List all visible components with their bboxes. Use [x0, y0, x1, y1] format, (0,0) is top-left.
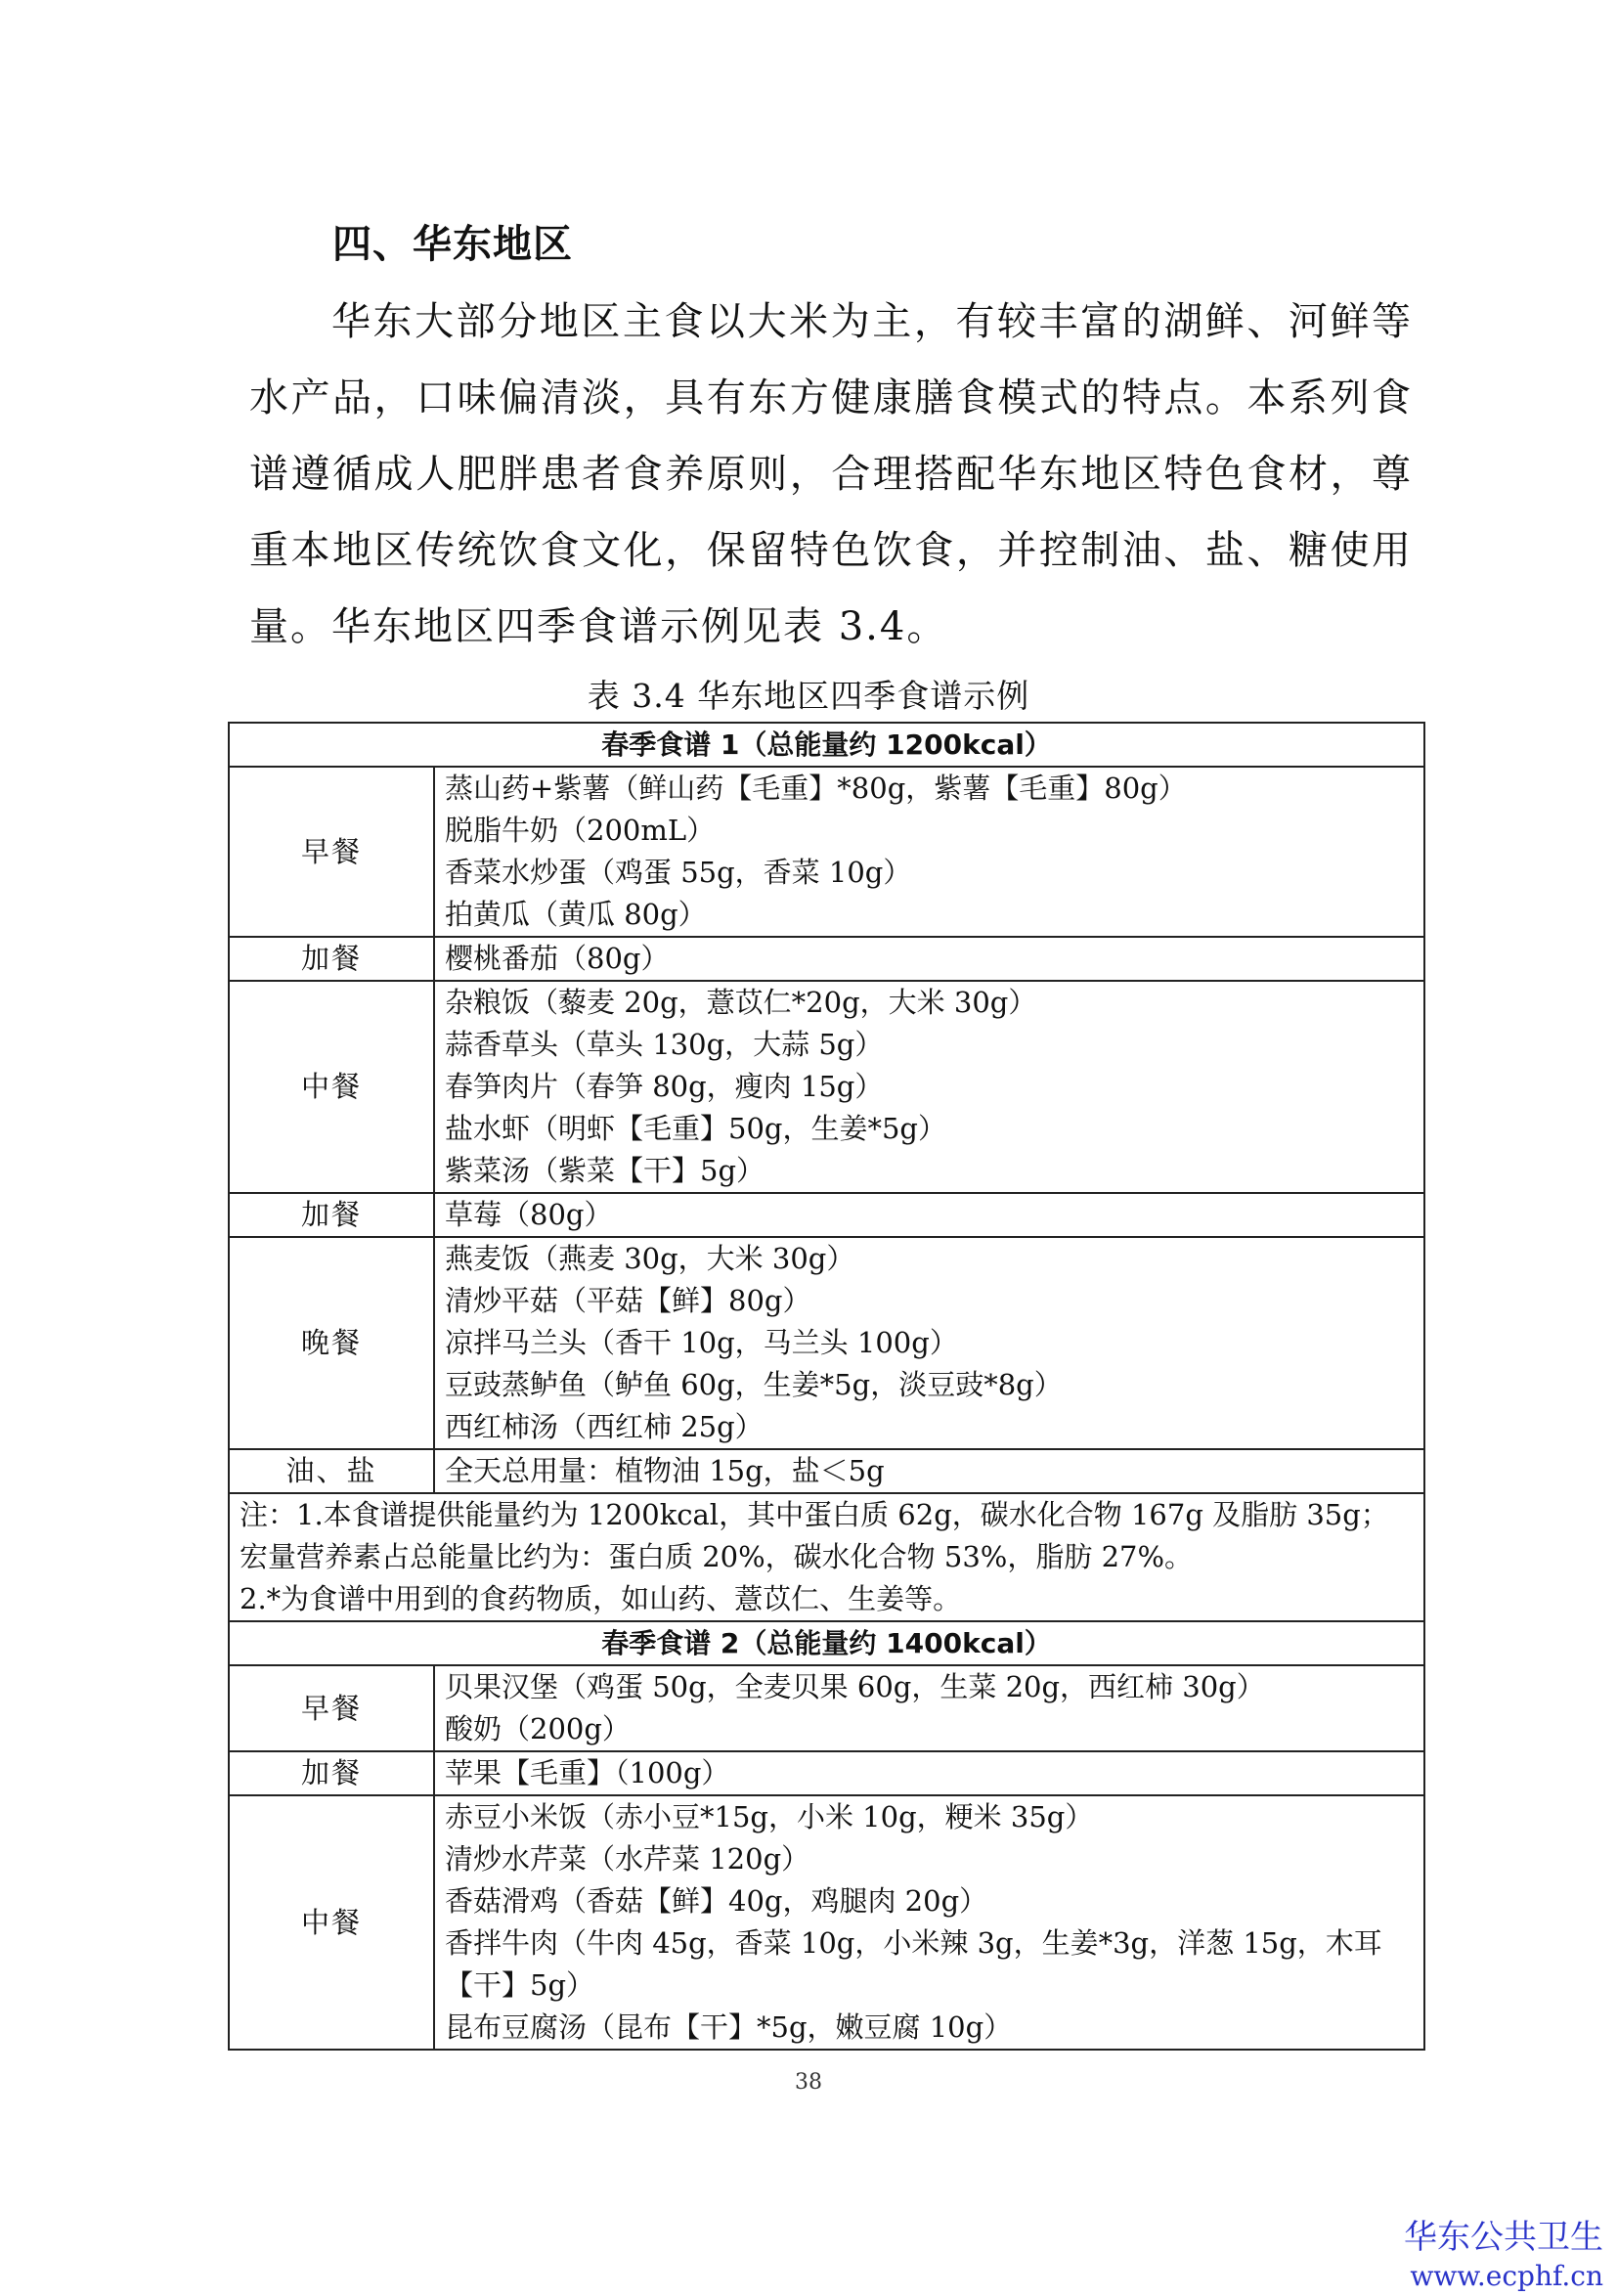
meal-label: 中餐 [229, 1795, 434, 2050]
meal-label: 中餐 [229, 981, 434, 1193]
watermark-url: www.ecphf.cn [1410, 2260, 1603, 2292]
note-row [229, 1493, 1424, 1621]
dish-item: 樱桃番茄（80g） [445, 942, 670, 975]
meal-label: 油、盐 [229, 1449, 434, 1493]
note-line: 注：1.本食谱提供能量约为 1200kcal，其中蛋白质 62g，碳水化合物 167g 及脂肪 35g；宏量营养素占总能量比约为：蛋白质 20%，碳水化合物 53%，脂肪 27%。 [240, 1498, 1389, 1573]
note-line: 2.*为食谱中用到的食药物质，如山药、薏苡仁、生姜等。 [240, 1582, 962, 1615]
meal-label: 早餐 [229, 1665, 434, 1751]
dish-item: 豆豉蒸鲈鱼（鲈鱼 60g，生姜*5g，淡豆豉*8g） [445, 1368, 1063, 1401]
dish-list [434, 1193, 1424, 1237]
dish-item: 清炒平菇（平菇【鲜】80g） [445, 1284, 811, 1317]
dish-list [434, 1449, 1424, 1493]
dish-list [434, 1751, 1424, 1795]
recipe-note [229, 1493, 1424, 1621]
dish-item: 拍黄瓜（黄瓜 80g） [445, 898, 707, 931]
meal-label: 加餐 [229, 1193, 434, 1237]
dish-item: 香菜水炒蛋（鸡蛋 55g，香菜 10g） [445, 856, 912, 889]
meal-label: 早餐 [229, 767, 434, 937]
dish-list [434, 1237, 1424, 1449]
meal-row-breakfast [229, 1665, 1424, 1751]
meal-row-lunch [229, 981, 1424, 1193]
dish-item: 蒸山药+紫薯（鲜山药【毛重】*80g，紫薯【毛重】80g） [445, 772, 1187, 805]
dish-item: 酸奶（200g） [445, 1712, 631, 1745]
dish-item: 凉拌马兰头（香干 10g，马兰头 100g） [445, 1326, 958, 1359]
dish-item: 香拌牛肉（牛肉 45g，香菜 10g，小米辣 3g，生姜*3g，洋葱 15g，木耳【干】5g） [445, 1926, 1382, 2002]
dish-list [434, 1795, 1424, 2050]
dish-item: 草莓（80g） [445, 1198, 613, 1231]
dish-item: 香菇滑鸡（香菇【鲜】40g，鸡腿肉 20g） [445, 1884, 988, 1918]
dish-item: 脱脂牛奶（200mL） [445, 814, 716, 847]
dish-item: 全天总用量：植物油 15g，盐＜5g [445, 1454, 885, 1487]
meal-label: 加餐 [229, 937, 434, 981]
dish-list [434, 767, 1424, 937]
meal-row-snack [229, 1751, 1424, 1795]
intro-paragraph: 华东大部分地区主食以大米为主，有较丰富的湖鲜、河鲜等水产品，口味偏清淡，具有东方健康膳食模式的特点。本系列食谱遵循成人肥胖患者食养原则，合理搭配华东地区特色食材，尊重本地区传统饮食文化，保留特色饮食，并控制油、盐、糖使用量。华东地区四季食谱示例见表 3.4。 [249, 299, 1413, 649]
recipe-title: 春季食谱 1（总能量约 1200kcal） [229, 723, 1424, 767]
seasonal-menu-table [228, 722, 1425, 2051]
dish-item: 盐水虾（明虾【毛重】50g，生姜*5g） [445, 1112, 946, 1145]
dish-item: 赤豆小米饭（赤小豆*15g，小米 10g，粳米 35g） [445, 1800, 1094, 1833]
dish-item: 燕麦饭（燕麦 30g，大米 30g） [445, 1242, 855, 1275]
page-number: 38 [795, 2070, 822, 2095]
recipe-title: 春季食谱 2（总能量约 1400kcal） [229, 1621, 1424, 1665]
dish-item: 紫菜汤（紫菜【干】5g） [445, 1154, 765, 1187]
dish-item: 杂粮饭（藜麦 20g，薏苡仁*20g，大米 30g） [445, 986, 1037, 1019]
meal-row-snack [229, 937, 1424, 981]
table-caption: 表 3.4 华东地区四季食谱示例 [587, 677, 1030, 715]
recipe-title-row [229, 723, 1424, 767]
site-watermark [1404, 2218, 1603, 2296]
dish-item: 贝果汉堡（鸡蛋 50g，全麦贝果 60g，生菜 20g，西红柿 30g） [445, 1670, 1265, 1703]
dish-item: 昆布豆腐汤（昆布【干】*5g，嫩豆腐 10g） [445, 2010, 1013, 2044]
meal-row-oil-salt [229, 1449, 1424, 1493]
watermark-name: 华东公共卫生 [1404, 2218, 1603, 2257]
dish-item: 西红柿汤（西红柿 25g） [445, 1410, 764, 1443]
dish-list [434, 937, 1424, 981]
dish-list [434, 981, 1424, 1193]
dish-item: 清炒水芹菜（水芹菜 120g） [445, 1842, 810, 1876]
meal-row-lunch [229, 1795, 1424, 2050]
meal-label: 加餐 [229, 1751, 434, 1795]
dish-list [434, 1665, 1424, 1751]
dish-item: 蒜香草头（草头 130g，大蒜 5g） [445, 1028, 884, 1061]
dish-item: 春笋肉片（春笋 80g，瘦肉 15g） [445, 1070, 884, 1103]
recipe-title-row [229, 1621, 1424, 1665]
dish-item: 苹果【毛重】（100g） [445, 1756, 730, 1789]
section-heading: 四、华东地区 [332, 222, 573, 267]
meal-row-snack [229, 1193, 1424, 1237]
meal-label: 晚餐 [229, 1237, 434, 1449]
meal-row-dinner [229, 1237, 1424, 1449]
meal-row-breakfast [229, 767, 1424, 937]
